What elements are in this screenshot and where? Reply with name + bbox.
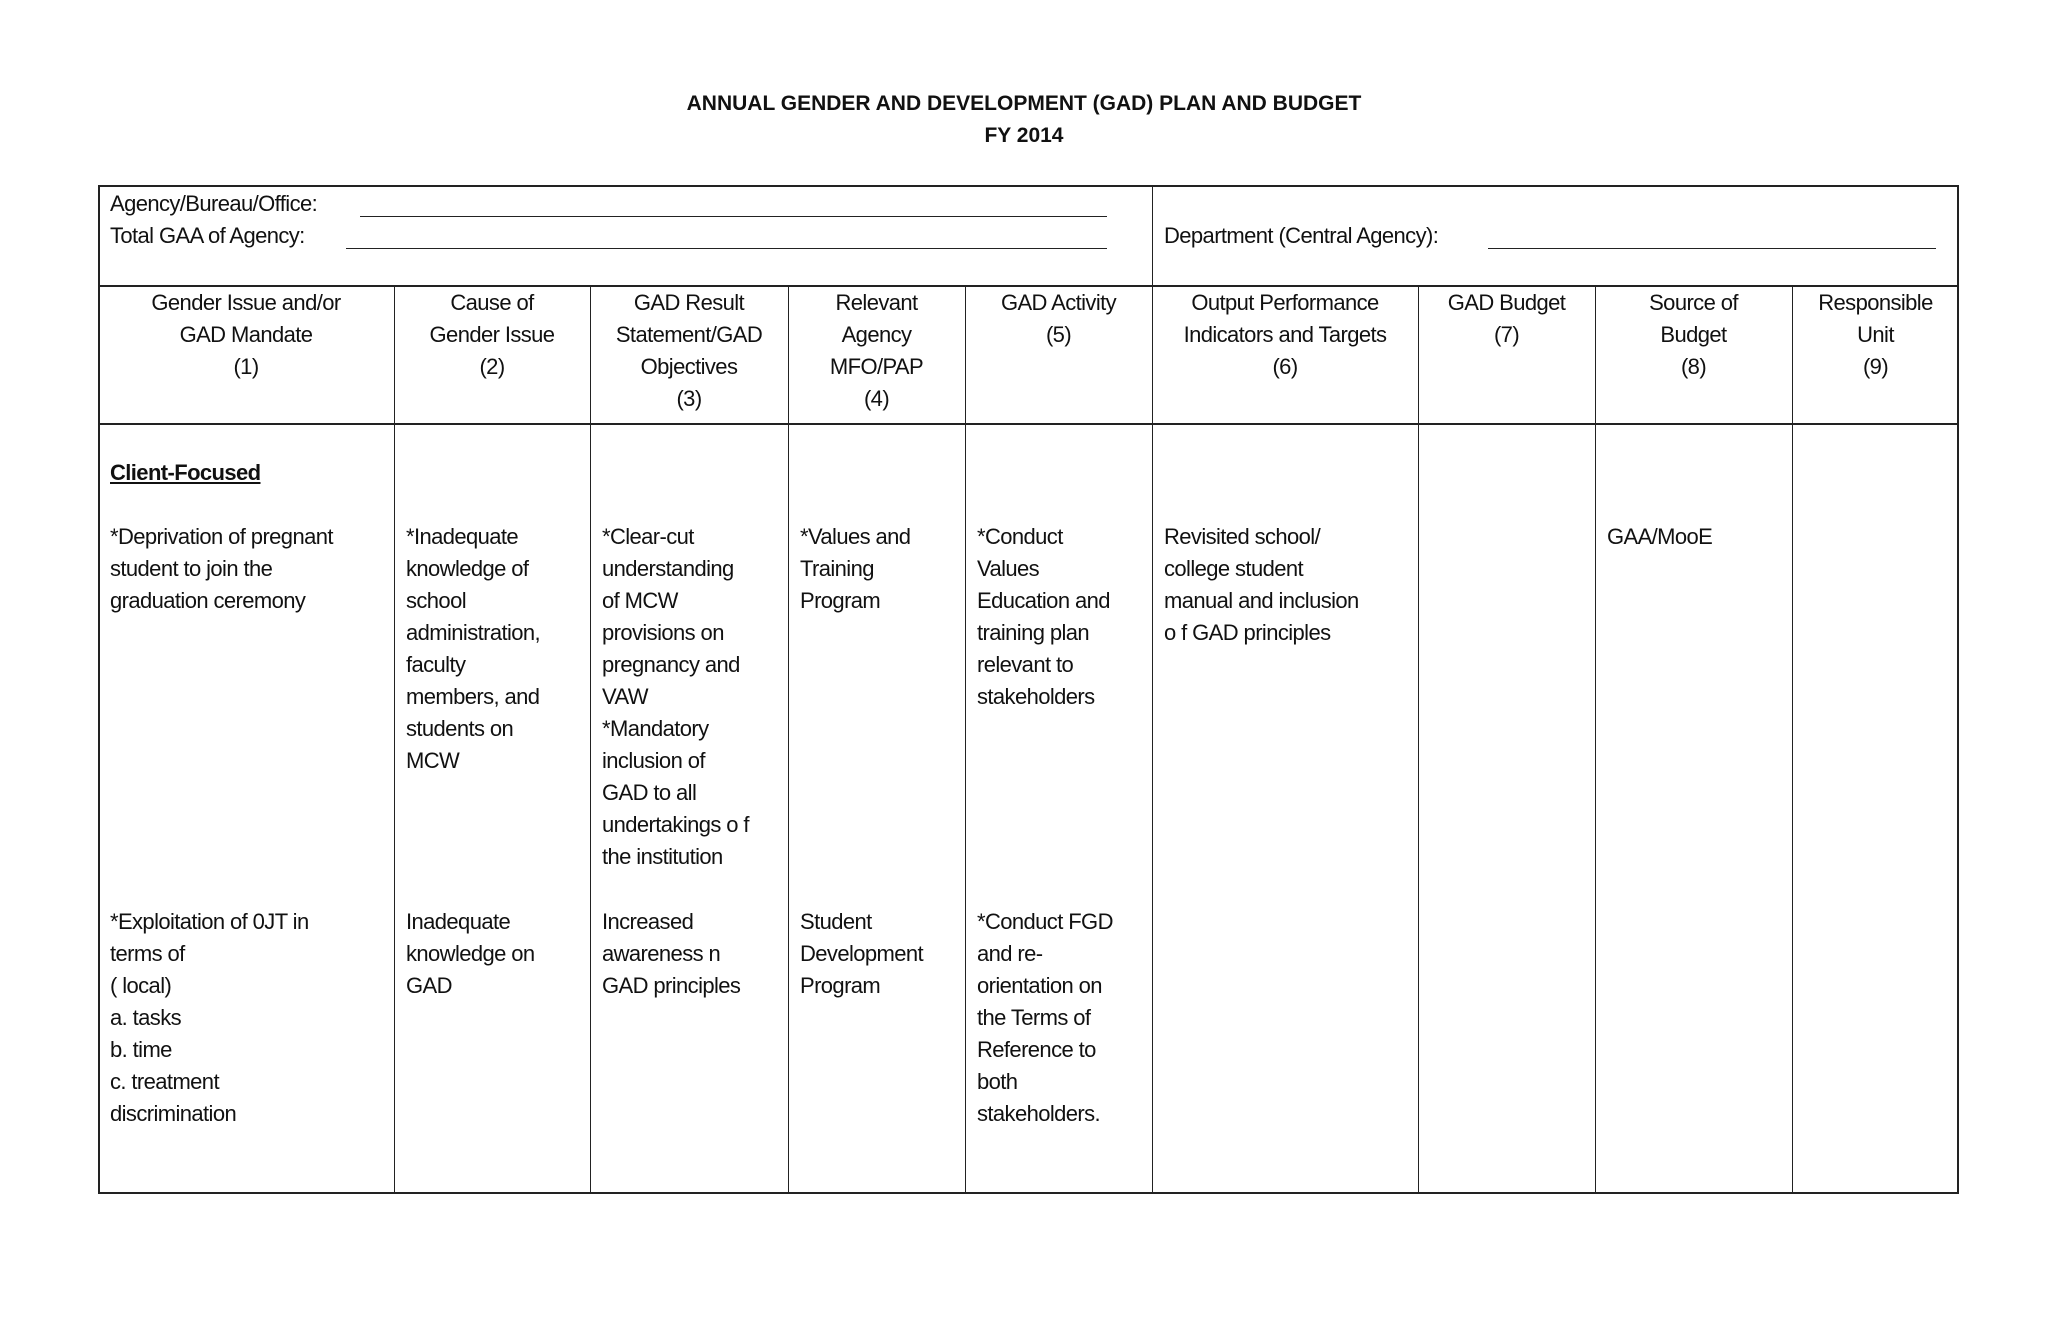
divider bbox=[1595, 285, 1596, 1194]
table-cell: *Clear-cut understanding of MCW provisions on pregnancy and VAW *Mandatory inclusion of GAD to all undertakings o f the institution bbox=[602, 524, 749, 869]
department-field[interactable] bbox=[1488, 248, 1936, 249]
column-header: Relevant Agency MFO/PAP (4) bbox=[829, 290, 924, 411]
divider bbox=[788, 285, 789, 1194]
divider bbox=[98, 423, 1959, 425]
table-cell: GAA/MooE bbox=[1607, 524, 1713, 549]
document-title: ANNUAL GENDER AND DEVELOPMENT (GAD) PLAN AND BUDGET bbox=[686, 92, 1362, 115]
table-cell: *Conduct FGD and re- orientation on the Terms of Reference to both stakeholders. bbox=[977, 909, 1113, 1126]
section-label: Client-Focused bbox=[110, 460, 261, 485]
divider bbox=[965, 285, 966, 1194]
divider bbox=[590, 285, 591, 1194]
column-header: Gender Issue and/or GAD Mandate (1) bbox=[151, 290, 341, 379]
table-cell: *Inadequate knowledge of school administration, faculty members, and students on MCW bbox=[406, 524, 541, 773]
table-cell: Increased awareness n GAD principles bbox=[602, 909, 741, 998]
agency-field[interactable] bbox=[360, 216, 1107, 217]
table-cell: Inadequate knowledge on GAD bbox=[406, 909, 535, 998]
column-header: Cause of Gender Issue (2) bbox=[429, 290, 555, 379]
column-header: GAD Result Statement/GAD Objectives (3) bbox=[615, 290, 763, 411]
agency-label: Agency/Bureau/Office: bbox=[110, 191, 318, 216]
department-label: Department (Central Agency): bbox=[1164, 223, 1439, 248]
table-cell: *Exploitation of 0JT in terms of ( local) a. tasks b. time c. treatment discrimination bbox=[110, 909, 309, 1126]
gaa-label: Total GAA of Agency: bbox=[110, 223, 305, 248]
column-header: Responsible Unit (9) bbox=[1818, 290, 1933, 379]
gaa-field[interactable] bbox=[346, 248, 1107, 249]
table-cell: Student Development Program bbox=[800, 909, 924, 998]
table-cell: *Values and Training Program bbox=[800, 524, 911, 613]
table-cell: Revisited school/ college student manual and inclusion o f GAD principles bbox=[1164, 524, 1359, 645]
fiscal-year: FY 2014 bbox=[984, 124, 1064, 147]
column-header: GAD Budget (7) bbox=[1447, 290, 1566, 347]
column-header: Source of Budget (8) bbox=[1649, 290, 1738, 379]
table-cell: *Conduct Values Education and training plan relevant to stakeholders bbox=[977, 524, 1110, 709]
column-header: Output Performance Indicators and Targets (6) bbox=[1183, 290, 1387, 379]
divider bbox=[1418, 285, 1419, 1194]
divider bbox=[1792, 285, 1793, 1194]
table-cell: *Deprivation of pregnant student to join the graduation ceremony bbox=[110, 524, 333, 613]
divider bbox=[394, 285, 395, 1194]
column-header: GAD Activity (5) bbox=[1000, 290, 1117, 347]
